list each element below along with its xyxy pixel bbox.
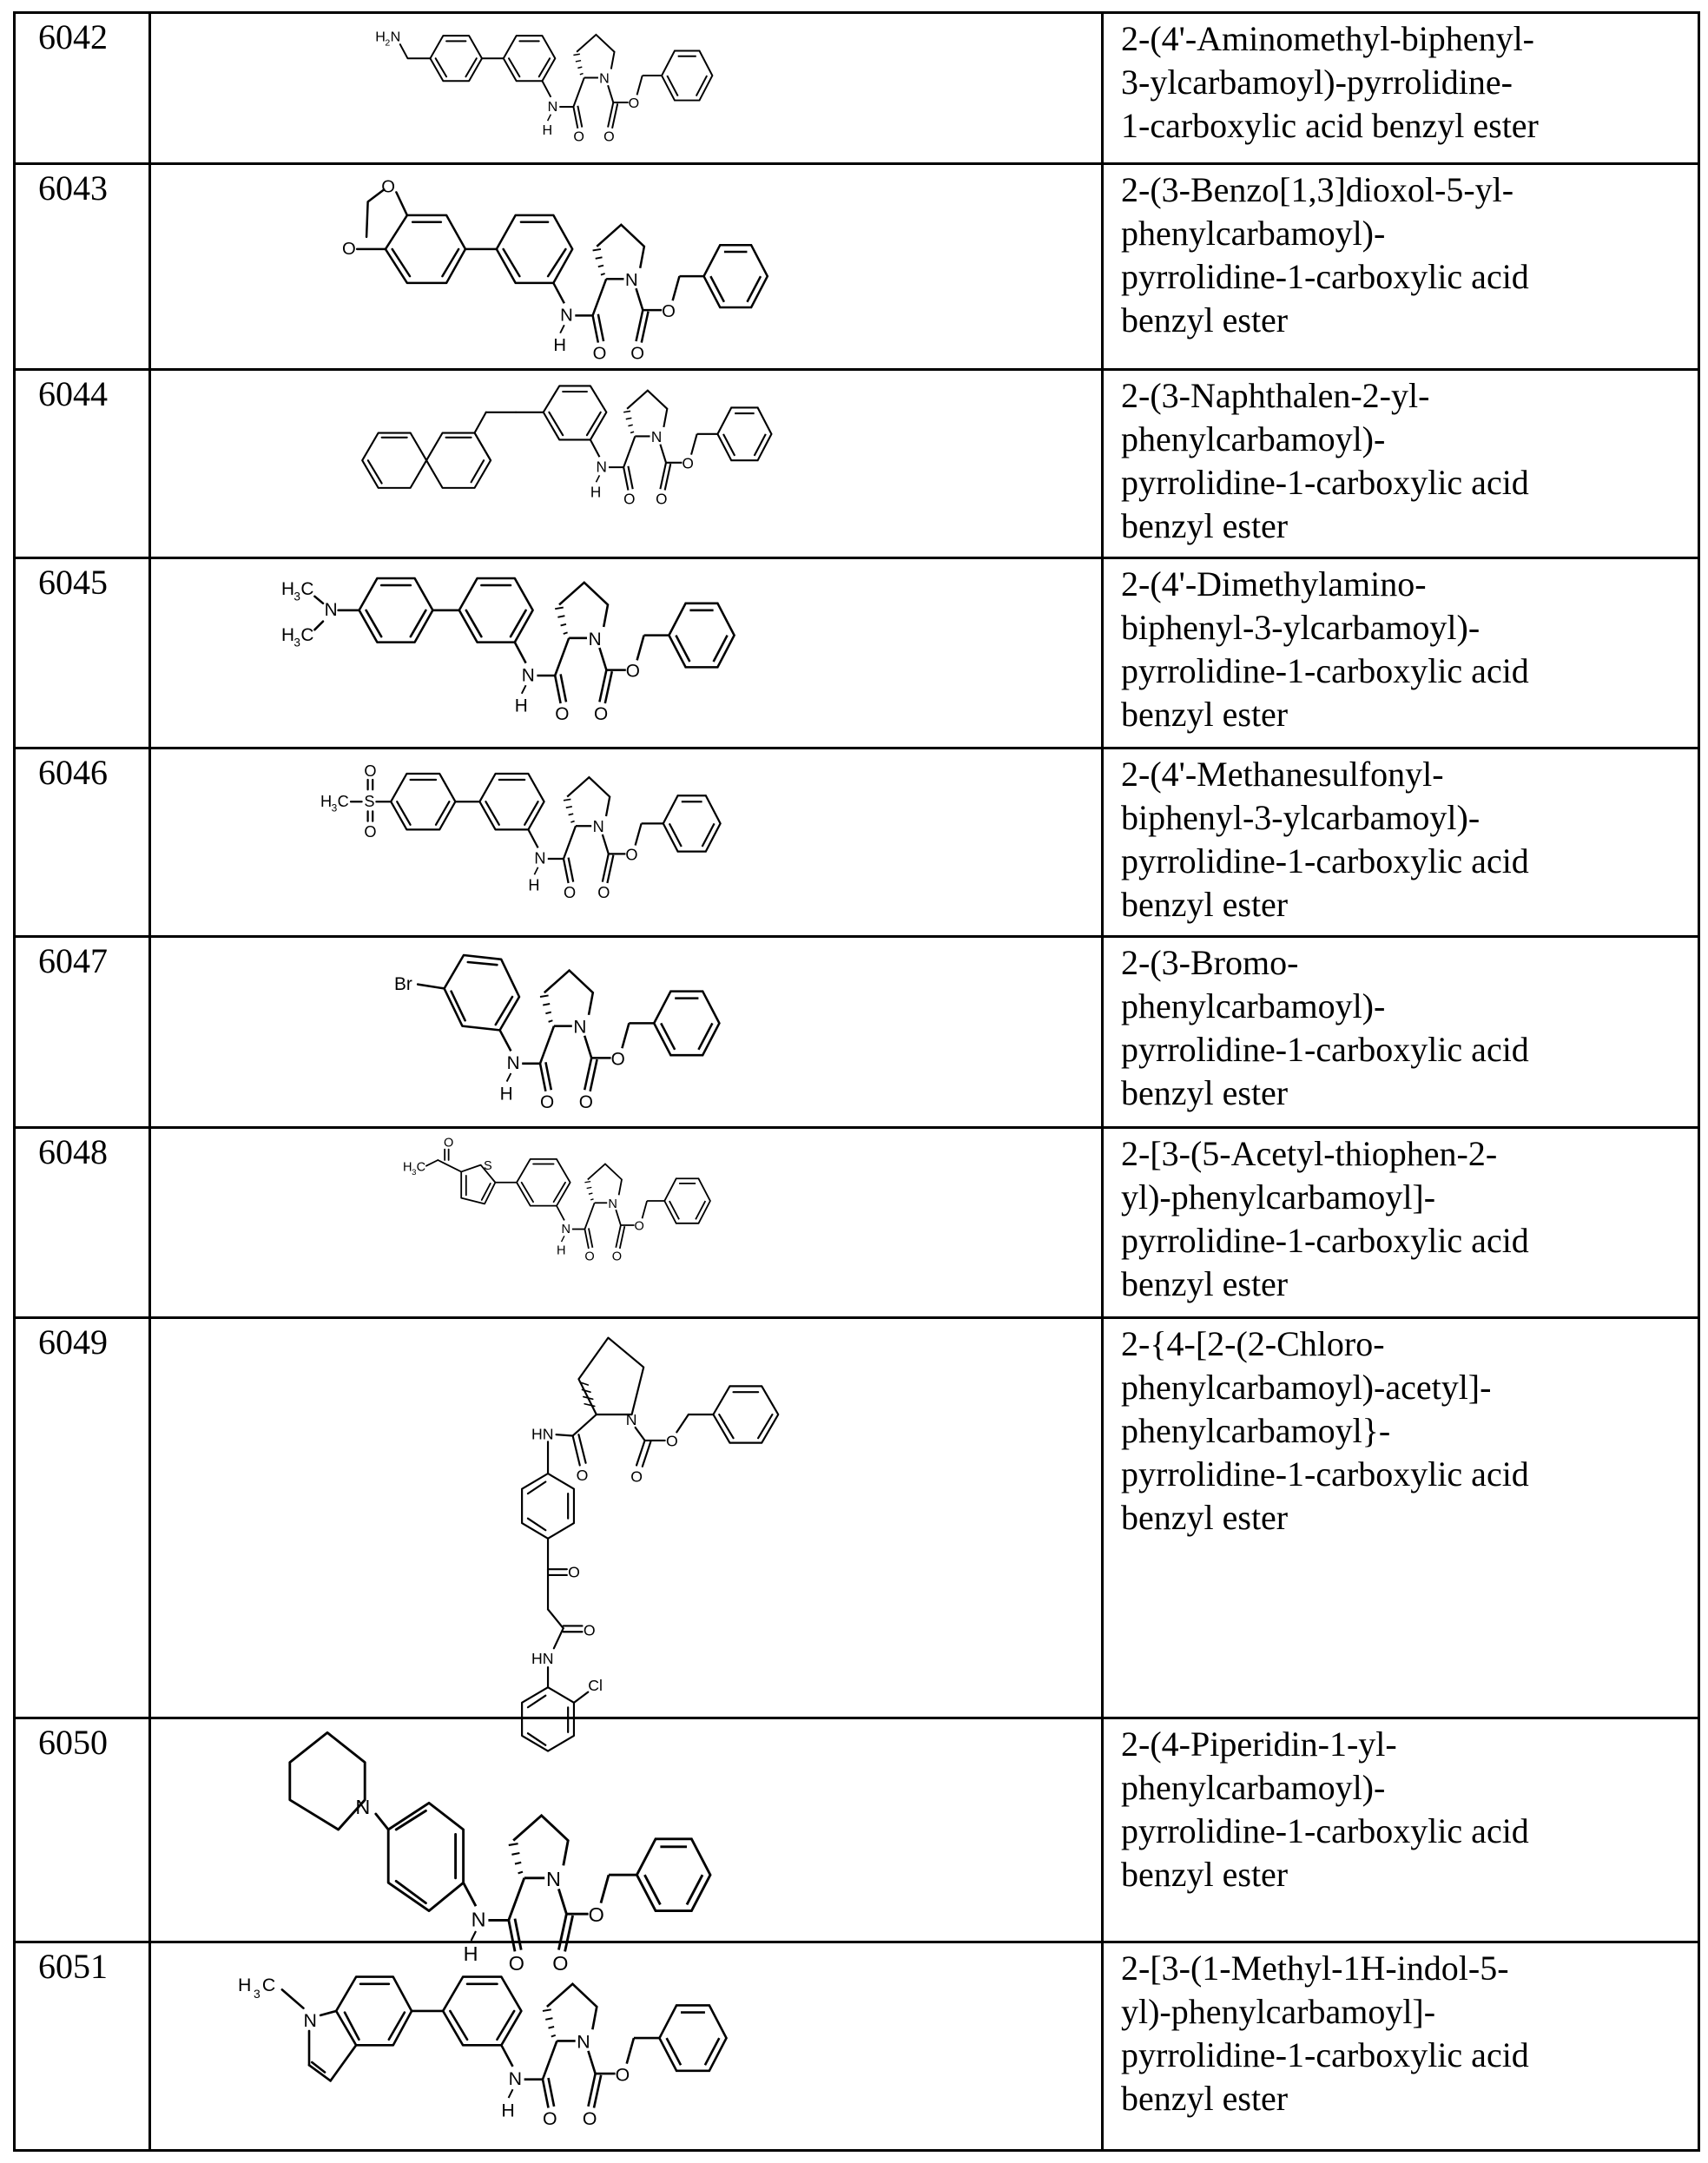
compound-name: 2-[3-(5-Acetyl-thiophen-2- yl)-phenylcarbamoyl]- pyrrolidine-1-carboxylic acid benzyl ester bbox=[1104, 1129, 1700, 1316]
svg-text:N: N bbox=[303, 2010, 317, 2031]
compound-id: 6043 bbox=[16, 165, 151, 368]
svg-text:O: O bbox=[630, 1467, 643, 1486]
svg-text:C: C bbox=[300, 579, 314, 600]
table-row bbox=[16, 1319, 1700, 1719]
compound-id: 6044 bbox=[16, 371, 151, 557]
chemical-structure-6048 bbox=[151, 1129, 1104, 1319]
svg-text:O: O bbox=[666, 1432, 678, 1450]
chemical-structure-6047 bbox=[151, 938, 1104, 1129]
svg-text:Cl: Cl bbox=[588, 1677, 603, 1695]
svg-text:H: H bbox=[403, 1160, 412, 1175]
compound-name: 2-(3-Bromo- phenylcarbamoyl)- pyrrolidine-1-carboxylic acid benzyl ester bbox=[1104, 938, 1700, 1126]
table-row bbox=[16, 938, 1700, 1129]
table-row bbox=[16, 14, 1700, 165]
table-row bbox=[16, 1719, 1700, 1943]
svg-text:3: 3 bbox=[412, 1167, 417, 1177]
structure-cell bbox=[151, 938, 1104, 1126]
compound-id: 6046 bbox=[16, 749, 151, 935]
svg-text:Br: Br bbox=[394, 974, 412, 994]
chemical-structure-6051 bbox=[151, 1943, 1104, 2152]
svg-text:3: 3 bbox=[331, 801, 338, 814]
compound-name: 2-[3-(1-Methyl-1H-indol-5- yl)-phenylcarbamoyl]- pyrrolidine-1-carboxylic acid benzyl ester bbox=[1104, 1943, 1700, 2149]
structure-cell bbox=[151, 165, 1104, 368]
svg-text:O: O bbox=[444, 1136, 454, 1151]
compound-table bbox=[13, 11, 1700, 2152]
compound-id: 6051 bbox=[16, 1943, 151, 2149]
svg-text:C: C bbox=[416, 1160, 426, 1175]
svg-text:H: H bbox=[281, 625, 295, 645]
svg-text:HN: HN bbox=[531, 1649, 554, 1667]
svg-text:H: H bbox=[238, 1975, 252, 1995]
table-row bbox=[16, 1129, 1700, 1319]
svg-text:O: O bbox=[576, 1467, 589, 1485]
svg-text:2: 2 bbox=[385, 37, 391, 49]
svg-text:S: S bbox=[364, 792, 375, 810]
table-row bbox=[16, 1943, 1700, 2152]
svg-text:C: C bbox=[337, 792, 349, 810]
compound-id: 6042 bbox=[16, 14, 151, 162]
svg-text:N: N bbox=[390, 29, 401, 45]
svg-text:O: O bbox=[568, 1563, 580, 1581]
svg-text:O: O bbox=[583, 1621, 596, 1639]
compound-id: 6049 bbox=[16, 1319, 151, 1717]
svg-text:S: S bbox=[483, 1159, 492, 1174]
compound-name: 2-(4-Piperidin-1-yl- phenylcarbamoyl)- pyrrolidine-1-carboxylic acid benzyl ester bbox=[1104, 1719, 1700, 1941]
compound-name: 2-(4'-Aminomethyl-biphenyl- 3-ylcarbamoyl)-pyrrolidine- 1-carboxylic acid benzyl ester bbox=[1104, 14, 1700, 162]
chemical-structure-6050 bbox=[151, 1719, 1104, 1943]
svg-text:HN: HN bbox=[531, 1425, 554, 1443]
svg-text:O: O bbox=[342, 240, 356, 260]
svg-text:3: 3 bbox=[254, 1987, 260, 2001]
structure-cell bbox=[151, 1129, 1104, 1316]
table-row bbox=[16, 749, 1700, 938]
structure-cell bbox=[151, 559, 1104, 747]
compound-name: 2-(4'-Dimethylamino- biphenyl-3-ylcarbamoyl)- pyrrolidine-1-carboxylic acid benzyl ester bbox=[1104, 559, 1700, 747]
svg-text:O: O bbox=[364, 762, 377, 780]
chemical-structure-6042 bbox=[151, 14, 1104, 165]
svg-text:N: N bbox=[355, 1796, 371, 1818]
structure-cell bbox=[151, 1943, 1104, 2149]
compound-id: 6048 bbox=[16, 1129, 151, 1316]
svg-text:C: C bbox=[261, 1975, 276, 1995]
svg-text:H: H bbox=[375, 29, 386, 45]
compound-id: 6045 bbox=[16, 559, 151, 747]
table-row bbox=[16, 165, 1700, 371]
svg-text:H: H bbox=[320, 792, 333, 810]
compound-name: 2-(3-Naphthalen-2-yl- phenylcarbamoyl)- pyrrolidine-1-carboxylic acid benzyl ester bbox=[1104, 371, 1700, 557]
svg-text:O: O bbox=[364, 822, 377, 841]
chemical-structure-6049 bbox=[151, 1319, 1104, 1719]
svg-text:N: N bbox=[324, 600, 338, 621]
structure-cell bbox=[151, 371, 1104, 557]
compound-name: 2-{4-[2-(2-Chloro- phenylcarbamoyl)-acetyl]- phenylcarbamoyl}- pyrrolidine-1-carboxylic acid benzyl ester bbox=[1104, 1319, 1700, 1717]
chemical-structure-6045 bbox=[151, 559, 1104, 749]
svg-text:O: O bbox=[381, 177, 396, 197]
compound-name: 2-(3-Benzo[1,3]dioxol-5-yl- phenylcarbamoyl)- pyrrolidine-1-carboxylic acid benzyl ester bbox=[1104, 165, 1700, 368]
structure-cell bbox=[151, 14, 1104, 162]
svg-text:3: 3 bbox=[293, 590, 300, 603]
compound-id: 6047 bbox=[16, 938, 151, 1126]
svg-text:3: 3 bbox=[293, 636, 300, 650]
structure-cell bbox=[151, 1719, 1104, 1941]
compound-name: 2-(4'-Methanesulfonyl- biphenyl-3-ylcarbamoyl)- pyrrolidine-1-carboxylic acid benzyl ester bbox=[1104, 749, 1700, 935]
table-row bbox=[16, 371, 1700, 559]
compound-id: 6050 bbox=[16, 1719, 151, 1941]
svg-text:N: N bbox=[625, 1411, 637, 1429]
structure-cell bbox=[151, 749, 1104, 935]
chemical-structure-6043 bbox=[151, 165, 1104, 371]
structure-cell bbox=[151, 1319, 1104, 1717]
chemical-structure-6044 bbox=[151, 371, 1104, 559]
chemical-structure-6046 bbox=[151, 749, 1104, 938]
svg-text:C: C bbox=[300, 625, 314, 645]
table-row bbox=[16, 559, 1700, 749]
svg-text:H: H bbox=[281, 579, 295, 600]
